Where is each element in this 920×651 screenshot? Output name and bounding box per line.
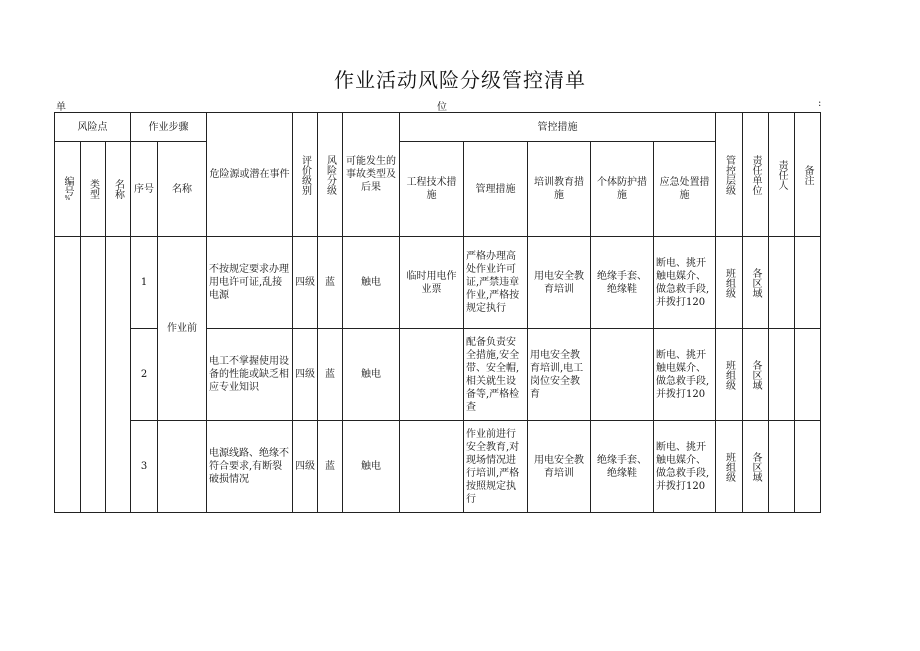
cell-accident: 触电 — [343, 237, 400, 329]
cell-unit: 各区域 — [743, 421, 769, 513]
risk-control-table — [54, 112, 821, 513]
cell-eng — [400, 329, 464, 421]
cell-hazard: 电源线路、绝缘不符合要求,有断裂破损情况 — [207, 421, 293, 513]
cell-risk: 蓝 — [318, 421, 343, 513]
cell-train: 用电安全教育培训,电工岗位安全教育 — [528, 329, 591, 421]
cell-unit: 各区域 — [743, 329, 769, 421]
header-code-mark: % — [64, 195, 71, 202]
header-risk-point: 风险点 — [55, 113, 131, 142]
cell-seq: 1 — [131, 237, 158, 329]
cell-hazard: 不按规定要求办理用电许可证,乱接电源 — [207, 237, 293, 329]
header-train: 培训教育措施 — [528, 142, 591, 237]
cell-emerg: 断电、挑开触电媒介、做急救手段,并拨打120 — [654, 329, 716, 421]
cell-mgmt: 配备负责安全措施,安全带、安全帽,相关就生设备等,严格检查 — [464, 329, 528, 421]
header-resp-unit: 责任单位 — [743, 113, 769, 237]
cell-mgmt: 作业前进行安全教育,对现场情况进行培训,严格按照规定执行 — [464, 421, 528, 513]
cell-accident: 触电 — [343, 421, 400, 513]
cell-eng: 临时用电作业票 — [400, 237, 464, 329]
cell-remark — [795, 237, 821, 329]
cell-layer: 班组级 — [716, 329, 743, 421]
header-work-step: 作业步骤 — [131, 113, 207, 142]
header-accident-type: 可能发生的事故类型及后果 — [343, 113, 400, 237]
cell-emerg: 断电、挑开触电媒介、做急救手段,并拨打120 — [654, 421, 716, 513]
cell-step-empty — [158, 421, 207, 513]
header-seq: 序号 — [131, 142, 158, 237]
cell-step-group: 作业前 — [158, 237, 207, 421]
cell-risk: 蓝 — [318, 329, 343, 421]
header-risk-level: 风险分级 — [318, 113, 343, 237]
unit-label-mid: 位 — [437, 102, 447, 113]
cell-name — [106, 237, 131, 513]
header-remarks: 备注 — [795, 113, 821, 237]
header-step-name: 名称 — [158, 142, 207, 237]
header-name: 名称 — [106, 142, 131, 237]
cell-person — [769, 329, 795, 421]
cell-person — [769, 237, 795, 329]
cell-eval: 四级 — [293, 329, 318, 421]
cell-remark — [795, 421, 821, 513]
table-row — [55, 421, 821, 513]
cell-mgmt: 严格办理高处作业许可证,严禁违章作业,严格按规定执行 — [464, 237, 528, 329]
cell-eval: 四级 — [293, 237, 318, 329]
cell-eval: 四级 — [293, 421, 318, 513]
cell-risk: 蓝 — [318, 237, 343, 329]
cell-code — [55, 237, 81, 513]
cell-train: 用电安全教育培训 — [528, 237, 591, 329]
unit-label-left: 单 — [56, 102, 66, 113]
cell-accident: 触电 — [343, 329, 400, 421]
cell-emerg: 断电、挑开触电媒介、做急救手段,并拨打120 — [654, 237, 716, 329]
cell-eng — [400, 421, 464, 513]
cell-person — [769, 421, 795, 513]
header-code: 编号 % — [55, 142, 81, 237]
cell-remark — [795, 329, 821, 421]
header-eval-level: 评价级别 — [293, 113, 318, 237]
cell-layer: 班组级 — [716, 237, 743, 329]
unit-label-right: : — [818, 98, 822, 109]
document-title: 作业活动风险分级管控清单 — [334, 68, 586, 92]
cell-layer: 班组级 — [716, 421, 743, 513]
table-row — [55, 237, 821, 329]
header-eng: 工程技术措施 — [400, 142, 464, 237]
cell-train: 用电安全教育培训 — [528, 421, 591, 513]
cell-ppe — [591, 329, 654, 421]
header-type: 类型 — [81, 142, 106, 237]
cell-seq: 3 — [131, 421, 158, 513]
header-control-layer: 管控层级 — [716, 113, 743, 237]
cell-ppe: 绝缘手套、绝缘鞋 — [591, 421, 654, 513]
cell-seq: 2 — [131, 329, 158, 421]
header-resp-person: 责任人 — [769, 113, 795, 237]
cell-type — [81, 237, 106, 513]
header-mgmt: 管理措施 — [464, 142, 528, 237]
cell-hazard: 电工不掌握使用设备的性能或缺乏相应专业知识 — [207, 329, 293, 421]
cell-ppe: 绝缘手套、绝缘鞋 — [591, 237, 654, 329]
cell-unit: 各区域 — [743, 237, 769, 329]
header-emerg: 应急处置措施 — [654, 142, 716, 237]
header-control-measures: 管控措施 — [400, 113, 716, 142]
header-ppe: 个体防护措施 — [591, 142, 654, 237]
unit-row — [54, 98, 824, 112]
header-hazard: 危险源或潜在事件 — [207, 113, 293, 237]
